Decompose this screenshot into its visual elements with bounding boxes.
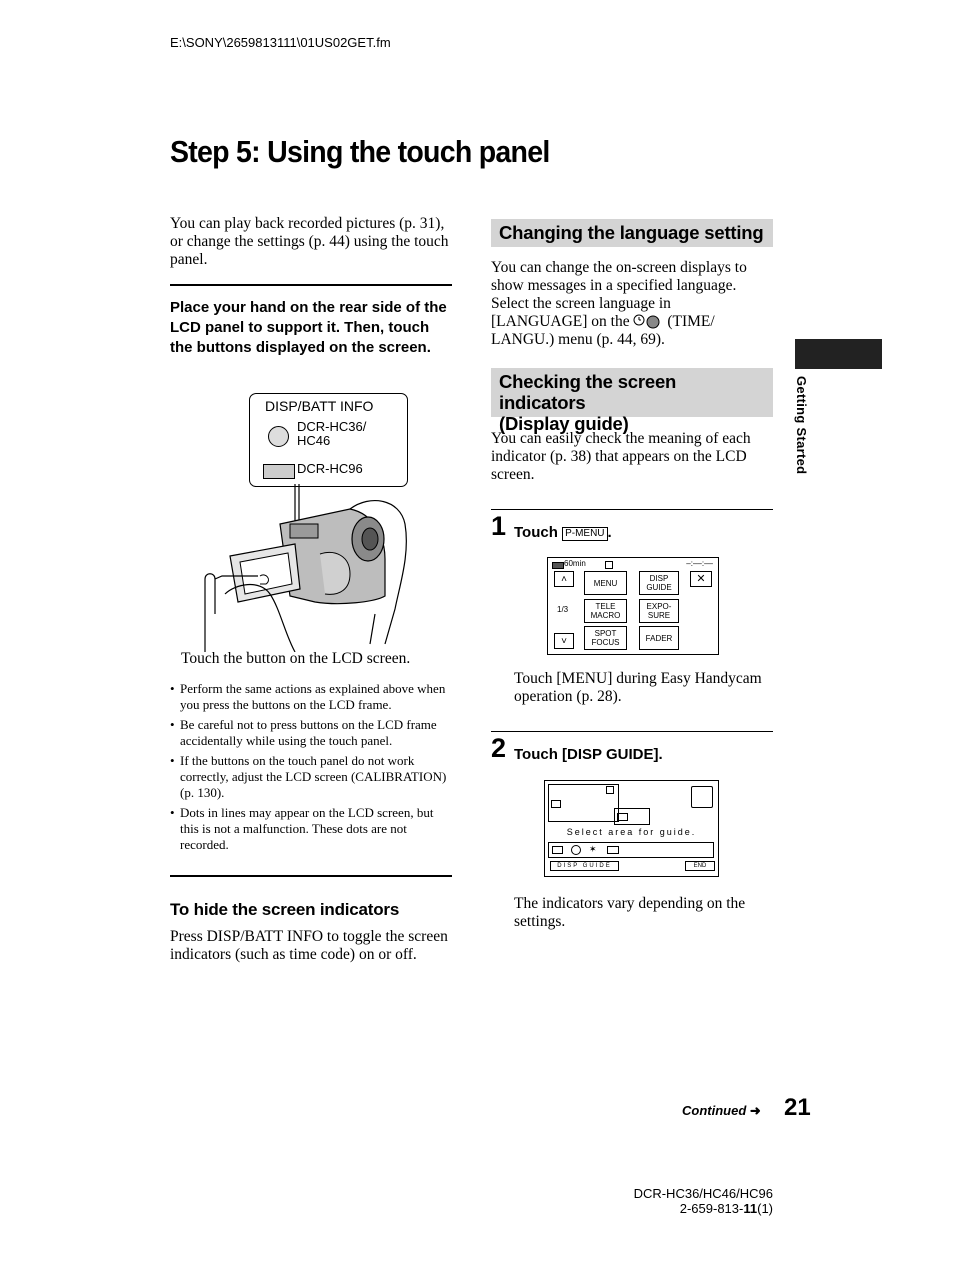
- step-2-note: The indicators vary depending on the settings.: [514, 895, 746, 930]
- footer-code: [680, 1201, 773, 1216]
- footer-model: DCR-HC36/HC46/HC96: [633, 1186, 773, 1201]
- model-a-label: DCR-HC36/ HC46: [297, 419, 367, 448]
- hide-indicators-heading: To hide the screen indicators: [170, 900, 400, 919]
- step-1-label-text: Touch: [514, 524, 558, 541]
- file-path: E:\SONY\2659813111\01US02GET.fm: [170, 35, 391, 50]
- timecode: –:––:––: [686, 559, 713, 568]
- footer-code-post: (1): [757, 1201, 773, 1216]
- indicator-area-bottom[interactable]: [548, 842, 714, 858]
- end-button[interactable]: END: [685, 861, 715, 871]
- step-1-period: .: [607, 524, 612, 541]
- footer-code-bold: 11: [743, 1201, 758, 1216]
- hide-indicators-body: Press DISP/BATT INFO to toggle the screen indicators (such as time code) on or off.: [170, 928, 448, 963]
- step-2-label: Touch [DISP GUIDE].: [514, 746, 663, 763]
- battery-icon: [552, 562, 564, 569]
- tape-icon: [606, 786, 614, 794]
- display-guide-body: You can easily check the meaning of each indicator (p. 38) that appears on the LCD screen.: [491, 430, 751, 483]
- display-guide-heading-line2: (Display guide): [499, 413, 629, 434]
- battery-remaining: 60min: [564, 559, 586, 568]
- arrow-right-icon: ➜: [749, 1103, 761, 1118]
- p-menu-icon: P-MENU: [562, 527, 607, 541]
- language-body: [491, 259, 771, 349]
- language-heading: Changing the language setting: [491, 219, 773, 247]
- display-guide-heading-line1: Checking the screen indicators: [499, 371, 677, 413]
- figure-caption: Touch the button on the LCD screen.: [181, 650, 411, 667]
- time-langu-icon: [633, 313, 663, 329]
- rect-button-icon: [263, 464, 295, 479]
- continued-label: [682, 1103, 761, 1119]
- step-1-number: 1: [491, 511, 507, 541]
- footer-code-pre: 2-659-813-: [679, 1201, 744, 1216]
- guide-message: Select area for guide.: [566, 827, 697, 837]
- disp-batt-info-label: DISP/BATT INFO: [265, 398, 374, 414]
- intro-text: You can play back recorded pictures (p. 31), or change the settings (p. 44) using the touch panel.: [170, 215, 449, 268]
- round-button-icon: [268, 426, 289, 447]
- language-body-part1: You can change the on-screen displays to show messages in a specified language. Select the screen language in [LANGUAGE] on the: [491, 259, 747, 330]
- exposure-button[interactable]: EXPO- SURE: [639, 599, 679, 623]
- fader-button[interactable]: FADER: [639, 626, 679, 650]
- divider: [170, 875, 452, 877]
- menu-button[interactable]: MENU: [584, 571, 627, 595]
- scroll-down-button[interactable]: ˅: [554, 633, 574, 649]
- nightshot-icon: ✶: [589, 844, 597, 854]
- step-1-note: Touch [MENU] during Easy Handycam operation (p. 28).: [514, 670, 762, 705]
- disp-guide-screen: [544, 780, 719, 877]
- backlight-icon: [571, 845, 581, 855]
- notes-list: [170, 681, 452, 857]
- fader-icon: [552, 846, 563, 854]
- divider: [491, 509, 773, 510]
- indicator-area-topright[interactable]: [691, 786, 713, 808]
- picture-effect-icon: [607, 846, 619, 854]
- continued-text: Continued: [682, 1103, 747, 1118]
- note-item: • Dots in lines may appear on the LCD screen, but this is not a malfunction. These dots are not recorded.: [170, 805, 452, 853]
- page-number: 21: [784, 1094, 811, 1121]
- note-item: • If the buttons on the touch panel do not work correctly, adjust the LCD screen (CALIBRATION) (p. 130).: [170, 753, 452, 801]
- p-menu-screen: [547, 557, 719, 655]
- divider: [170, 284, 452, 286]
- tele-macro-button[interactable]: TELE MACRO: [584, 599, 627, 623]
- language-body-part2: (TIME/ LANGU.) menu (p. 44, 69).: [491, 313, 715, 348]
- section-tab-label: Getting Started: [794, 376, 809, 475]
- display-guide-heading: [491, 368, 773, 434]
- step-1-label: [514, 524, 612, 541]
- spot-focus-button[interactable]: SPOT FOCUS: [584, 626, 627, 650]
- page-indicator: 1/3: [557, 605, 569, 614]
- divider: [491, 731, 773, 732]
- tape-icon: [605, 561, 613, 569]
- program-icon: [617, 813, 628, 821]
- mode-icon: [551, 800, 561, 808]
- button-callout-box: [249, 393, 408, 487]
- page-title: Step 5: Using the touch panel: [170, 134, 550, 169]
- section-tab: [795, 339, 882, 369]
- note-item: • Be careful not to press buttons on the LCD frame accidentally while using the touch panel.: [170, 717, 452, 749]
- disp-guide-bar-label: DISP GUIDE: [550, 861, 619, 871]
- camcorder-illustration: [200, 484, 415, 652]
- close-icon[interactable]: ✕: [690, 571, 712, 587]
- model-b-label: DCR-HC96: [297, 461, 363, 476]
- note-item: • Perform the same actions as explained above when you press the buttons on the LCD frame.: [170, 681, 452, 713]
- step-2-number: 2: [491, 733, 507, 763]
- scroll-up-button[interactable]: ˄: [554, 571, 574, 587]
- instruction-text: Place your hand on the rear side of the LCD panel to support it. Then, touch the buttons displayed on the screen.: [170, 299, 447, 356]
- disp-guide-button[interactable]: DISP GUIDE: [639, 571, 679, 595]
